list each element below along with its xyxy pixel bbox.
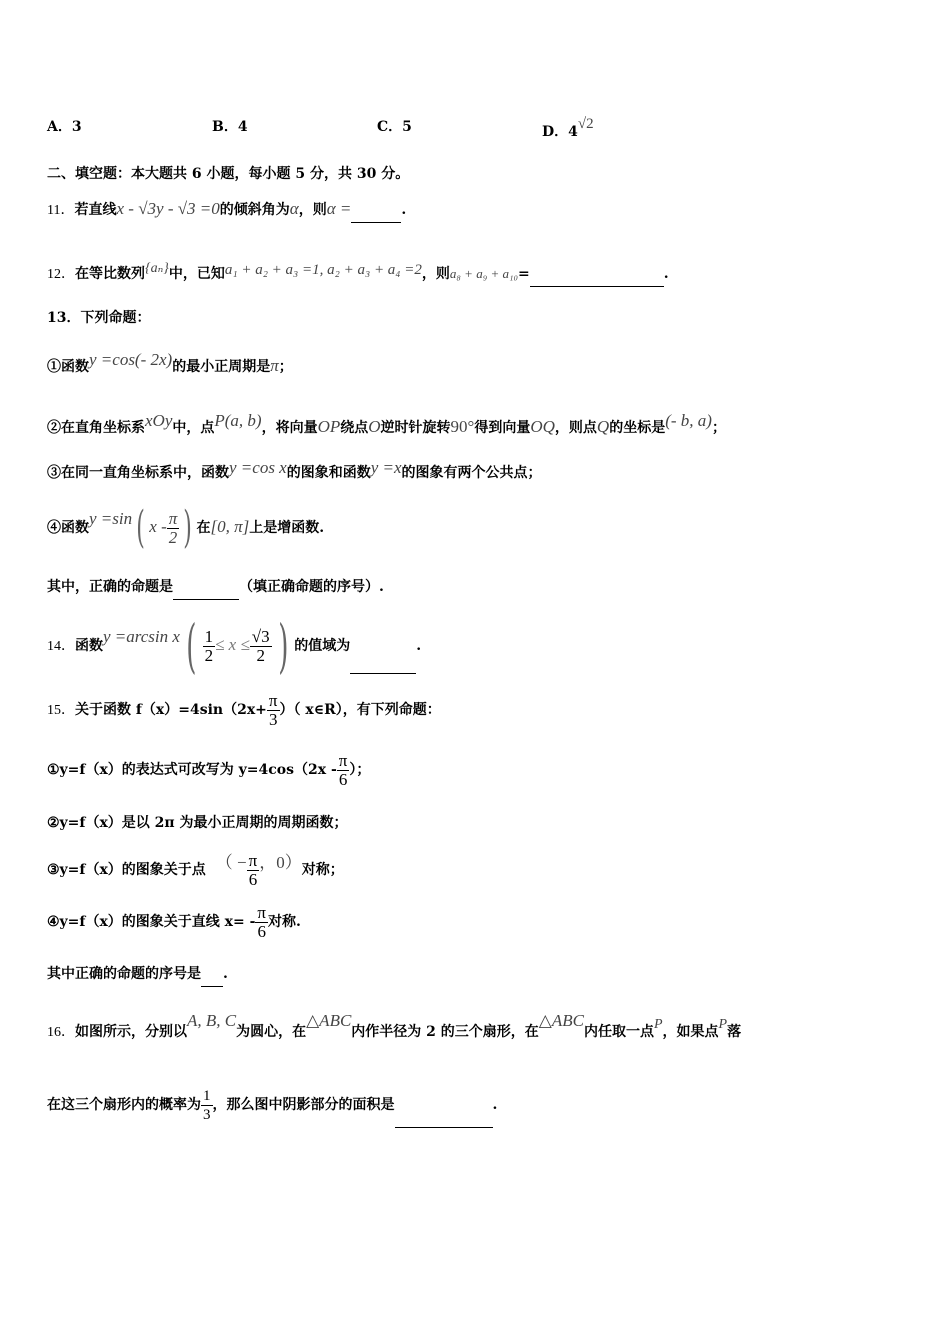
right-paren: ) [183, 502, 193, 553]
q15-p3-open: （ − [215, 853, 247, 872]
q13-p2-point-q: Q [596, 417, 610, 436]
q11-text-post: ，则 [298, 202, 327, 218]
option-a: A．3 [47, 119, 82, 135]
q13-p2-end: ； [711, 420, 726, 436]
q11-equation: x - √3y - √3 =0 [116, 199, 220, 218]
question-14 [47, 612, 422, 680]
q13-proposition-2 [47, 411, 726, 438]
denominator: 3 [268, 709, 278, 729]
q13-p2-origin: O [368, 417, 381, 436]
q11-ask: α = [326, 199, 352, 218]
q13-proposition-1 [47, 350, 293, 377]
option-c: C．5 [377, 119, 412, 135]
numerator: π [268, 690, 278, 710]
q16-point-p: P [718, 1017, 728, 1032]
denominator: 2 [256, 645, 265, 665]
q13-p2-angle: 90° [450, 417, 475, 436]
q13-p4-text: ④函数 [47, 520, 89, 536]
q13-footer [47, 577, 384, 600]
question-16 [47, 1011, 741, 1043]
q13-p2-system: xOy [145, 411, 173, 430]
q13-p4-function: y =sin [89, 509, 133, 528]
q13-p2-text-g: 的坐标是 [609, 420, 666, 436]
q15-fraction [267, 692, 280, 729]
q13-proposition-3 [47, 458, 542, 483]
q16-triangle: △ABC [538, 1011, 584, 1030]
numerator: π [248, 850, 258, 870]
q15-footer-text: 其中正确的命题的序号是 [47, 966, 201, 982]
q13-p1-text: ①函数 [47, 359, 89, 375]
numerator: √3 [251, 626, 270, 646]
question-12 [47, 259, 669, 287]
q13-p2-text-e: 得到向量 [474, 420, 531, 436]
q13-p4-interval: [0, π] [210, 517, 250, 536]
question-number: 12． [47, 267, 75, 282]
q16-text: 如图所示，分别以 [75, 1024, 187, 1040]
right-paren: ) [277, 612, 289, 680]
q13-p2-point: P(a, b) [214, 411, 262, 430]
q16-line-2 [47, 1085, 497, 1128]
question-15 [47, 690, 441, 731]
q11-alpha: α [289, 199, 299, 218]
q12-condition: a₁ + a₂ + a₃ =1, a₂ + a₃ + a₄ =2 [224, 262, 422, 278]
answer-blank [351, 202, 401, 223]
numerator: 1 [203, 1087, 211, 1104]
section-title: 二、填空题：本大题共 6 小题，每小题 5 分，共 30 分。 [47, 166, 410, 182]
q15-proposition-3 [47, 843, 344, 890]
denominator: 6 [338, 769, 348, 789]
q13-p2-vector-oq: OQ [530, 417, 555, 436]
q15-p4-fraction [255, 904, 268, 941]
q15-proposition-2: ②y=f（x）是以 2π 为最小正周期的周期函数； [47, 815, 348, 831]
question-13-header: 13．下列命题： [47, 310, 151, 326]
q16-text-a: 为圆心，在 [236, 1024, 307, 1040]
q14-upper-fraction [250, 628, 272, 665]
answer-blank [395, 1087, 493, 1128]
numerator: π [257, 902, 267, 922]
denominator: 6 [257, 921, 266, 941]
question-number: 11． [47, 203, 75, 218]
q15-p3-text: ③y=f（x）的图象关于点 [47, 862, 206, 878]
q15-p3-text-post: 对称； [301, 862, 344, 878]
option-b: B．4 [212, 119, 248, 135]
q11-text-mid: 的倾斜角为 [219, 202, 290, 218]
q14-end: . [416, 638, 422, 654]
q14-inequality: ≤ x ≤ [215, 635, 250, 654]
q15-p4-text: ④y=f（x）的图象关于直线 x= - [47, 914, 256, 930]
numerator: π [168, 508, 178, 528]
q13-proposition-4 [47, 500, 325, 553]
q13-p2-vector-op: OP [317, 417, 341, 436]
q16-line2-text: 在这三个扇形内的概率为 [47, 1097, 201, 1113]
q13-p1-pi: π [270, 356, 279, 375]
denominator: 6 [248, 869, 258, 889]
q15-footer [47, 964, 228, 987]
q13-p2-text-c: 绕点 [340, 420, 369, 436]
q15-text: 关于函数 f（x）=4sin（2x+ [75, 702, 267, 718]
q16-point-p: P [653, 1017, 663, 1032]
q13-p1-text-post: 的最小正周期是 [172, 359, 271, 375]
q14-lower-fraction [203, 628, 216, 665]
q13-p4-text-mid: 在 [196, 520, 211, 536]
q13-p4-text-post: 上是增函数. [249, 520, 325, 536]
denominator: 3 [203, 1106, 211, 1123]
q13-p3-function-1: y =cos x [229, 458, 287, 477]
q13-p3-text: ③在同一直角坐标系中，函数 [47, 465, 229, 481]
q15-proposition-1 [47, 750, 370, 790]
q16-end: . [492, 1097, 498, 1113]
left-paren: ( [186, 612, 197, 680]
q13-p4-x: x - [149, 517, 167, 536]
answer-blank [530, 266, 664, 287]
q13-p2-text-b: ，将向量 [261, 420, 318, 436]
question-number: 16． [47, 1025, 75, 1040]
q11-end: . [401, 202, 407, 218]
q15-p1-fraction [337, 752, 350, 789]
q16-triangle: △ABC [306, 1011, 352, 1030]
question-number: 15． [47, 703, 75, 718]
denominator: 2 [168, 527, 178, 547]
q15-proposition-4 [47, 902, 301, 942]
question-11 [47, 199, 406, 223]
q13-p2-text-a: 中，点 [172, 420, 215, 436]
q16-text-b: 内作半径为 2 的三个扇形，在 [351, 1024, 539, 1040]
q11-text: 若直线 [74, 202, 117, 218]
option-d-root: √2 [577, 116, 594, 132]
q12-text-mid: 中，已知 [168, 266, 225, 282]
q12-text: 在等比数列 [75, 266, 145, 282]
q13-p4-fraction [167, 510, 180, 547]
q15-p3-close: ，0） [259, 853, 302, 872]
q16-line2-text-post: ，那么图中阴影部分的面积是 [212, 1097, 395, 1113]
q13-p1-end: ； [278, 359, 293, 375]
numerator: 1 [204, 626, 214, 646]
q13-p3-text-mid: 的图象和函数 [286, 465, 371, 481]
q13-p3-text-post: 的图象有两个公共点； [401, 465, 542, 481]
question-number: 14． [47, 639, 75, 654]
q15-p1-text: ①y=f（x）的表达式可改写为 y=4cos（2x - [47, 762, 337, 778]
q15-text-post: ）（ x∈R），有下列命题： [279, 702, 441, 718]
q12-sequence: {aₙ} [145, 261, 169, 276]
left-paren: ( [136, 502, 145, 553]
q16-centers: A, B, C [187, 1011, 237, 1030]
option-d-label: D．4 [542, 124, 578, 140]
q15-p4-text-post: 对称. [268, 914, 301, 930]
q16-text-d: ，如果点 [662, 1024, 719, 1040]
q13-p2-text-d: 逆时针旋转 [380, 420, 451, 436]
q13-p3-function-2: y =x [370, 458, 402, 477]
q13-p2-text-f: ，则点 [554, 420, 597, 436]
q13-footer-text-post: （填正确命题的序号）. [239, 579, 384, 595]
answer-blank [173, 579, 239, 600]
answer-blank [201, 966, 223, 987]
q16-probability-fraction [201, 1087, 213, 1124]
q16-text-c: 内任取一点 [583, 1024, 654, 1040]
denominator: 2 [204, 645, 214, 665]
q15-p1-text-post: ）； [349, 762, 371, 778]
q13-footer-text: 其中，正确的命题是 [47, 579, 173, 595]
q15-p3-fraction [247, 852, 260, 889]
q12-end: . [663, 266, 669, 282]
q12-eqsign: = [518, 266, 530, 282]
numerator: π [338, 750, 348, 770]
q14-text-post: 的值域为 [294, 638, 351, 654]
q12-ask: a₈ + a₉ + a₁₀ [449, 266, 519, 281]
q14-function: y =arcsin x [103, 627, 180, 646]
q14-text: 函数 [75, 638, 103, 654]
q16-text-e: 落 [727, 1024, 742, 1040]
option-d [542, 116, 594, 141]
q13-p2-text: ②在直角坐标系 [47, 420, 145, 436]
answer-blank [350, 623, 416, 674]
q13-p2-result: (- b, a) [665, 411, 712, 430]
q15-footer-text-post: . [223, 966, 228, 982]
q12-text-post: ，则 [421, 266, 450, 282]
q13-p1-function: y =cos(- 2x) [89, 350, 173, 369]
